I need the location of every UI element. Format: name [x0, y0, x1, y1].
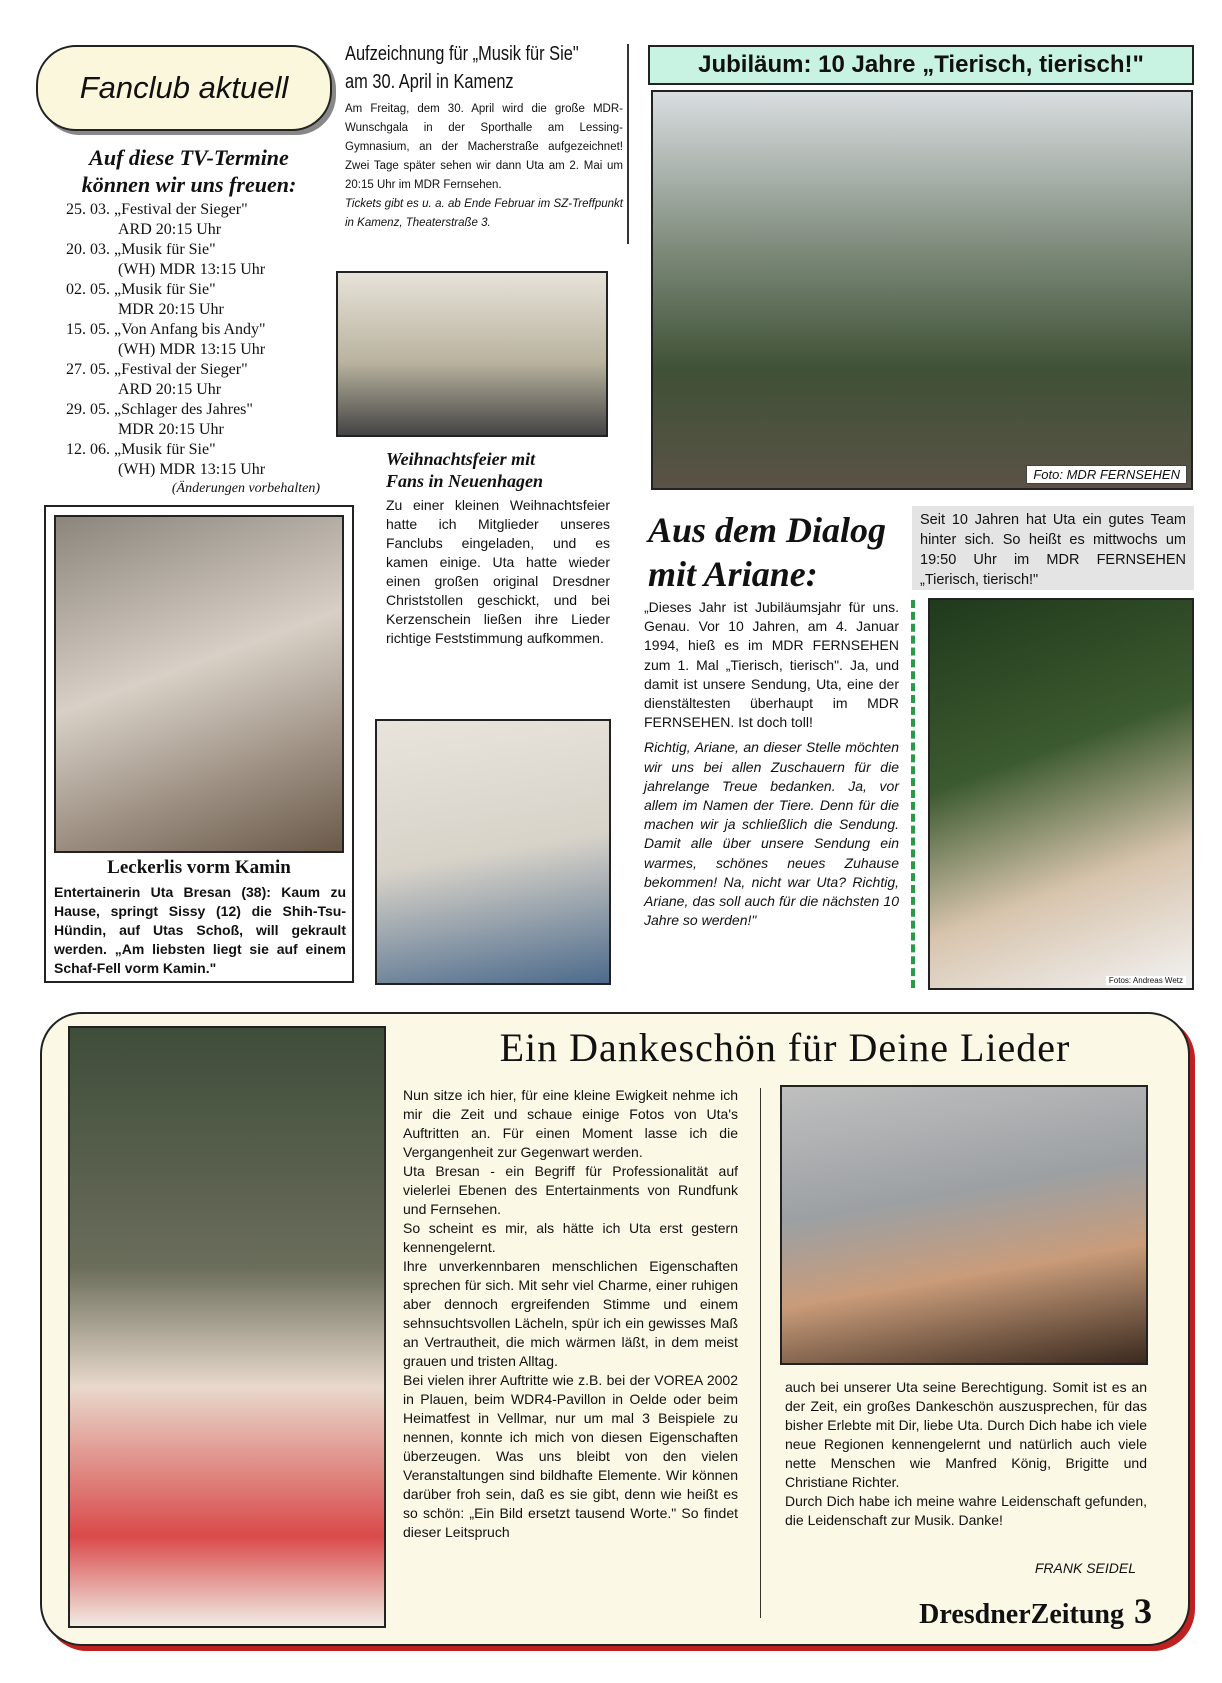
dankeschoen-paragraph: Ihre unverkennbaren menschlichen Eigenschaften sprechen für sich. Mit sehr viel Charme, einer ruhigen aber dennoch ergreifenden Stimme und einem sehnsuchtsvollen Lächeln, spür ich ein gewisses Maß an Vertrautheit, die mich wärmen läßt, in dem meist grauen und tristen Alltag. [403, 1258, 738, 1369]
tv-schedule-show: 25. 03. „Festival der Sieger" [66, 201, 248, 218]
weihnacht-title [386, 448, 610, 492]
tv-schedule-show: 02. 05. „Musik für Sie" [66, 281, 216, 298]
dankeschoen-paragraph: auch bei unserer Uta seine Berechtigung. Somit ist es an der Zeit, ein großes Dankeschön auszusprechen, für das bisher Erlebte mit Dir, liebe Uta. Durch Dich habe ich viele neue Regionen kennengelernt und natürlich auch viele nette Menschen wie Manfred König, Brigitte und Christiane Richter. [785, 1379, 1147, 1490]
dankeschoen-paragraph: Uta Bresan - ein Begriff für Professionalität auf vielerlei Ebenen des Entertainments von Rundfunk und Fernsehen. [403, 1163, 738, 1217]
dialog-paragraph-1: „Dieses Jahr ist Jubiläumsjahr für uns. Genau. Vor 10 Jahren, am 4. Januar 1994, hieß es im MDR FERNSEHEN zum 1. Mal „Tierisch, tierisch". Ja, und damit ist unsere Sendung, Uta, eine der dienstältesten überhaupt im MDR FERNSEHEN. Ist doch toll! [644, 599, 899, 731]
weihnacht-article [386, 448, 610, 648]
dialog-body [644, 598, 899, 930]
dialog-photo-credit: Fotos: Andreas Wetz [1106, 976, 1186, 985]
leckerlis-title: Leckerlis vorm Kamin [107, 857, 291, 878]
tv-schedule [58, 144, 320, 498]
dankeschoen-author: FRANK SEIDEL [1034, 1560, 1136, 1576]
tv-schedule-show: 15. 05. „Von Anfang bis Andy" [66, 321, 266, 338]
photo-uta-singing-floral-dress [68, 1026, 386, 1628]
photo-uta-singing-eyes-closed [780, 1085, 1148, 1365]
dialog-title-line-1: Aus dem Dialog [648, 510, 887, 550]
fanclub-badge-label: Fanclub aktuell [79, 70, 289, 105]
tv-schedule-time: ARD 20:15 Uhr [118, 221, 222, 238]
fanclub-badge [36, 45, 332, 131]
leckerlis-box [44, 505, 354, 983]
leckerlis-body: Entertainerin Uta Bresan (38): Kaum zu Hause, springt Sissy (12) die Shih-Tsu-Hündin, auf Utas Schoß, will gekrault werden. „Am liebsten liegt sie auf einem Schaf-Fell vorm Kamin." [54, 884, 346, 976]
photo-fan-at-table [336, 271, 608, 437]
dankeschoen-paragraph: Nun sitze ich hier, für eine kleine Ewigkeit nehme ich mir die Zeit und schaue einige Fotos von Uta's Auftritten an. Für einen Moment lasse ich die Vergangenheit zur Gegenwart werden. [403, 1087, 738, 1160]
dankeschoen-paragraph: Bei vielen ihrer Auftritte wie z.B. bei der VOREA 2002 in Plauen, beim WDR4-Pavillon in Oelde oder beim Heimatfest in Vellmar, nur um mal 3 Beispiele zu nennen, konnte ich mich von diesen Eigenschaften überzeugen. Was uns bleibt von den vielen Veranstaltungen sind bildhafte Elemente. Wir können darüber froh sein, daß es sie gibt, denn wie heißt es so schön: „Ein Bild ersetzt tausend Worte." So findet dieser Leitspruch [403, 1372, 738, 1540]
tv-schedule-show: 12. 06. „Musik für Sie" [66, 441, 216, 458]
aufzeichnung-title [345, 40, 579, 96]
tv-schedule-time: (WH) MDR 13:15 Uhr [118, 461, 266, 478]
tv-schedule-time: MDR 20:15 Uhr [118, 301, 224, 318]
aufzeichnung-article [345, 40, 623, 233]
tv-schedule-show: 20. 03. „Musik für Sie" [66, 241, 216, 258]
tv-heading [58, 144, 320, 198]
jubilaeum-caption: Seit 10 Jahren hat Uta ein gutes Team hinter sich. So heißt es mittwochs um 19:50 Uhr im MDR FERNSEHEN „Tierisch, tierisch!" [912, 506, 1194, 590]
dialog-title-line-2: mit Ariane: [648, 554, 818, 594]
tv-schedule-time: (WH) MDR 13:15 Uhr [118, 261, 266, 278]
page-footer [860, 1590, 1152, 1632]
weihnacht-title-line-2: Fans in Neuenhagen [386, 471, 544, 491]
photo-uta-with-dog [54, 515, 344, 853]
newspaper-name: DresdnerZeitung [919, 1599, 1124, 1630]
tv-schedule-show: 29. 05. „Schlager des Jahres" [66, 401, 253, 418]
dankeschoen-column-divider [760, 1088, 761, 1618]
dankeschoen-paragraph: Durch Dich habe ich meine wahre Leidenschaft gefunden, die Leidenschaft zur Musik. Danke! [785, 1493, 1147, 1528]
tv-lines [58, 200, 320, 480]
weihnacht-body: Zu einer kleinen Weihnachtsfeier hatte ich Mitglieder unseres Fanclubs eingeladen, und es kamen einige. Uta hatte wieder einen großen original Dresdner Christstollen geschickt, und bei Kerzenschein ließen ihre Lieder richtige Feststimmung aufkommen. [386, 497, 610, 646]
dankeschoen-paragraph: So scheint es mir, als hätte ich Uta erst gestern kennengelernt. [403, 1220, 738, 1255]
page-number: 3 [1134, 1591, 1152, 1631]
tv-heading-line-2: können wir uns freuen: [81, 172, 297, 197]
jubilaeum-header [648, 45, 1194, 85]
aufzeichnung-note: Tickets gibt es u. a. ab Ende Februar im SZ-Treffpunkt in Kamenz, Theaterstraße 3. [345, 198, 623, 229]
dialog-dashed-rule [911, 600, 915, 988]
photo-tierisch-team [651, 90, 1193, 490]
photo-fan-with-stollen [375, 719, 611, 985]
jubilaeum-photo-credit: Foto: MDR FERNSEHEN [1026, 465, 1187, 484]
dialog-title [648, 508, 918, 596]
dankeschoen-column-2 [785, 1378, 1147, 1530]
tv-note: (Änderungen vorbehalten) [171, 481, 320, 496]
dialog-paragraph-2: Richtig, Ariane, an dieser Stelle möchten wir uns bei allen Zuschauern für die jahrelange Treue bedanken. Ja, vor allem im Namen der Tiere. Denn für die machen wir ja schließlich die Sendung. Damit alle über unsere Sendung ein warmes, schönes neues Zuhause bekommen! Na, nicht war Uta? Richtig, Ariane, das soll auch für die nächsten 10 Jahre so werden!" [644, 739, 899, 929]
tv-schedule-time: ARD 20:15 Uhr [118, 381, 222, 398]
dankeschoen-column-1 [403, 1086, 738, 1542]
aufzeichnung-title-line-2: am 30. April in Kamenz [345, 71, 514, 93]
tv-heading-line-1: Auf diese TV-Termine [89, 145, 289, 170]
tv-schedule-time: MDR 20:15 Uhr [118, 421, 224, 438]
tv-schedule-show: 27. 05. „Festival der Sieger" [66, 361, 248, 378]
column-divider [627, 44, 629, 244]
dankeschoen-title: Ein Dankeschön für Deine Lieder [499, 1025, 1071, 1070]
tv-schedule-time: (WH) MDR 13:15 Uhr [118, 341, 266, 358]
aufzeichnung-title-line-1: Aufzeichnung für „Musik für Sie" [345, 43, 579, 65]
photo-uta-with-kitten [928, 598, 1194, 990]
jubilaeum-title: Jubiläum: 10 Jahre „Tierisch, tierisch!" [698, 51, 1144, 78]
aufzeichnung-body: Am Freitag, dem 30. April wird die große MDR-Wunschgala in der Sporthalle am Lessing-Gymnasium, an der Macherstraße aufgezeichnet! Zwei Tage später sehen wir dann Uta am 2. Mai um 20:15 Uhr im MDR Fernsehen. [345, 103, 623, 191]
weihnacht-title-line-1: Weihnachtsfeier mit [386, 449, 536, 469]
